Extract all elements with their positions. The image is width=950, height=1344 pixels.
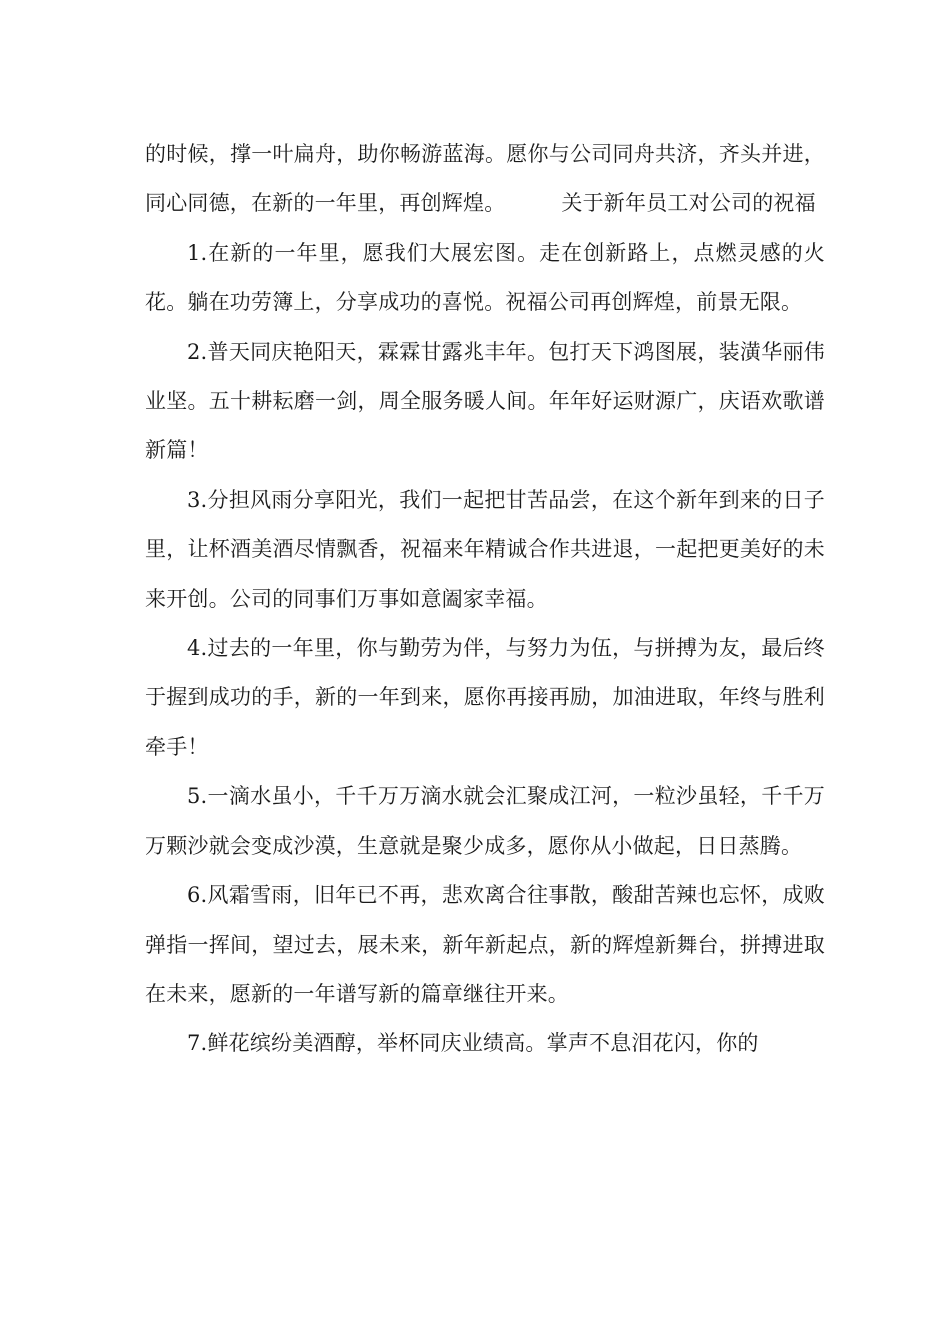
list-item: 5.一滴水虽小，千千万万滴水就会汇聚成江河，一粒沙虽轻，千千万万颗沙就会变成沙漠，生意就是聚少成多，愿你从小做起，日日蒸腾。 (145, 784, 825, 858)
list-item: 3.分担风雨分享阳光，我们一起把甘苦品尝，在这个新年到来的日子里，让杯酒美酒尽情飘香，祝福来年精诚合作共进退，一起把更美好的未来开创。公司的同事们万事如意阖家幸福。 (145, 487, 825, 611)
intro-paragraph (145, 130, 825, 229)
document-body (145, 130, 825, 1069)
list-item: 7.鲜花缤纷美酒醇，举杯同庆业绩高。掌声不息泪花闪，你的 (187, 1031, 759, 1056)
list-item: 4.过去的一年里，你与勤劳为伴，与努力为伍，与拼搏为友，最后终于握到成功的手，新的一年到来，愿你再接再励，加油进取，年终与胜利牵手！ (145, 636, 825, 759)
list-item: 1.在新的一年里，愿我们大展宏图。走在创新路上，点燃灵感的火花。躺在功劳簿上，分享成功的喜悦。祝福公司再创辉煌，前景无限。 (145, 240, 825, 315)
list-item: 2.普天同庆艳阳天，霖霖甘露兆丰年。包打天下鸿图展，装潢华丽伟业坚。五十耕耘磨一剑，周全服务暖人间。年年好运财源广，庆语欢歌谱新篇！ (145, 339, 825, 463)
intro-text: 的时候，撑一叶扁舟，助你畅游蓝海。愿你与公司同舟共济，齐头并进，同心同德，在新的一年里，再创辉煌。 (145, 142, 825, 216)
section-heading: 关于新年员工对公司的祝福 (561, 191, 816, 216)
list-item: 6.风霜雪雨，旧年已不再，悲欢离合往事散，酸甜苦辣也忘怀，成败弹指一挥间，望过去，展未来，新年新起点，新的辉煌新舞台，拼搏进取在未来，愿新的一年谱写新的篇章继往开来。 (145, 883, 825, 1006)
